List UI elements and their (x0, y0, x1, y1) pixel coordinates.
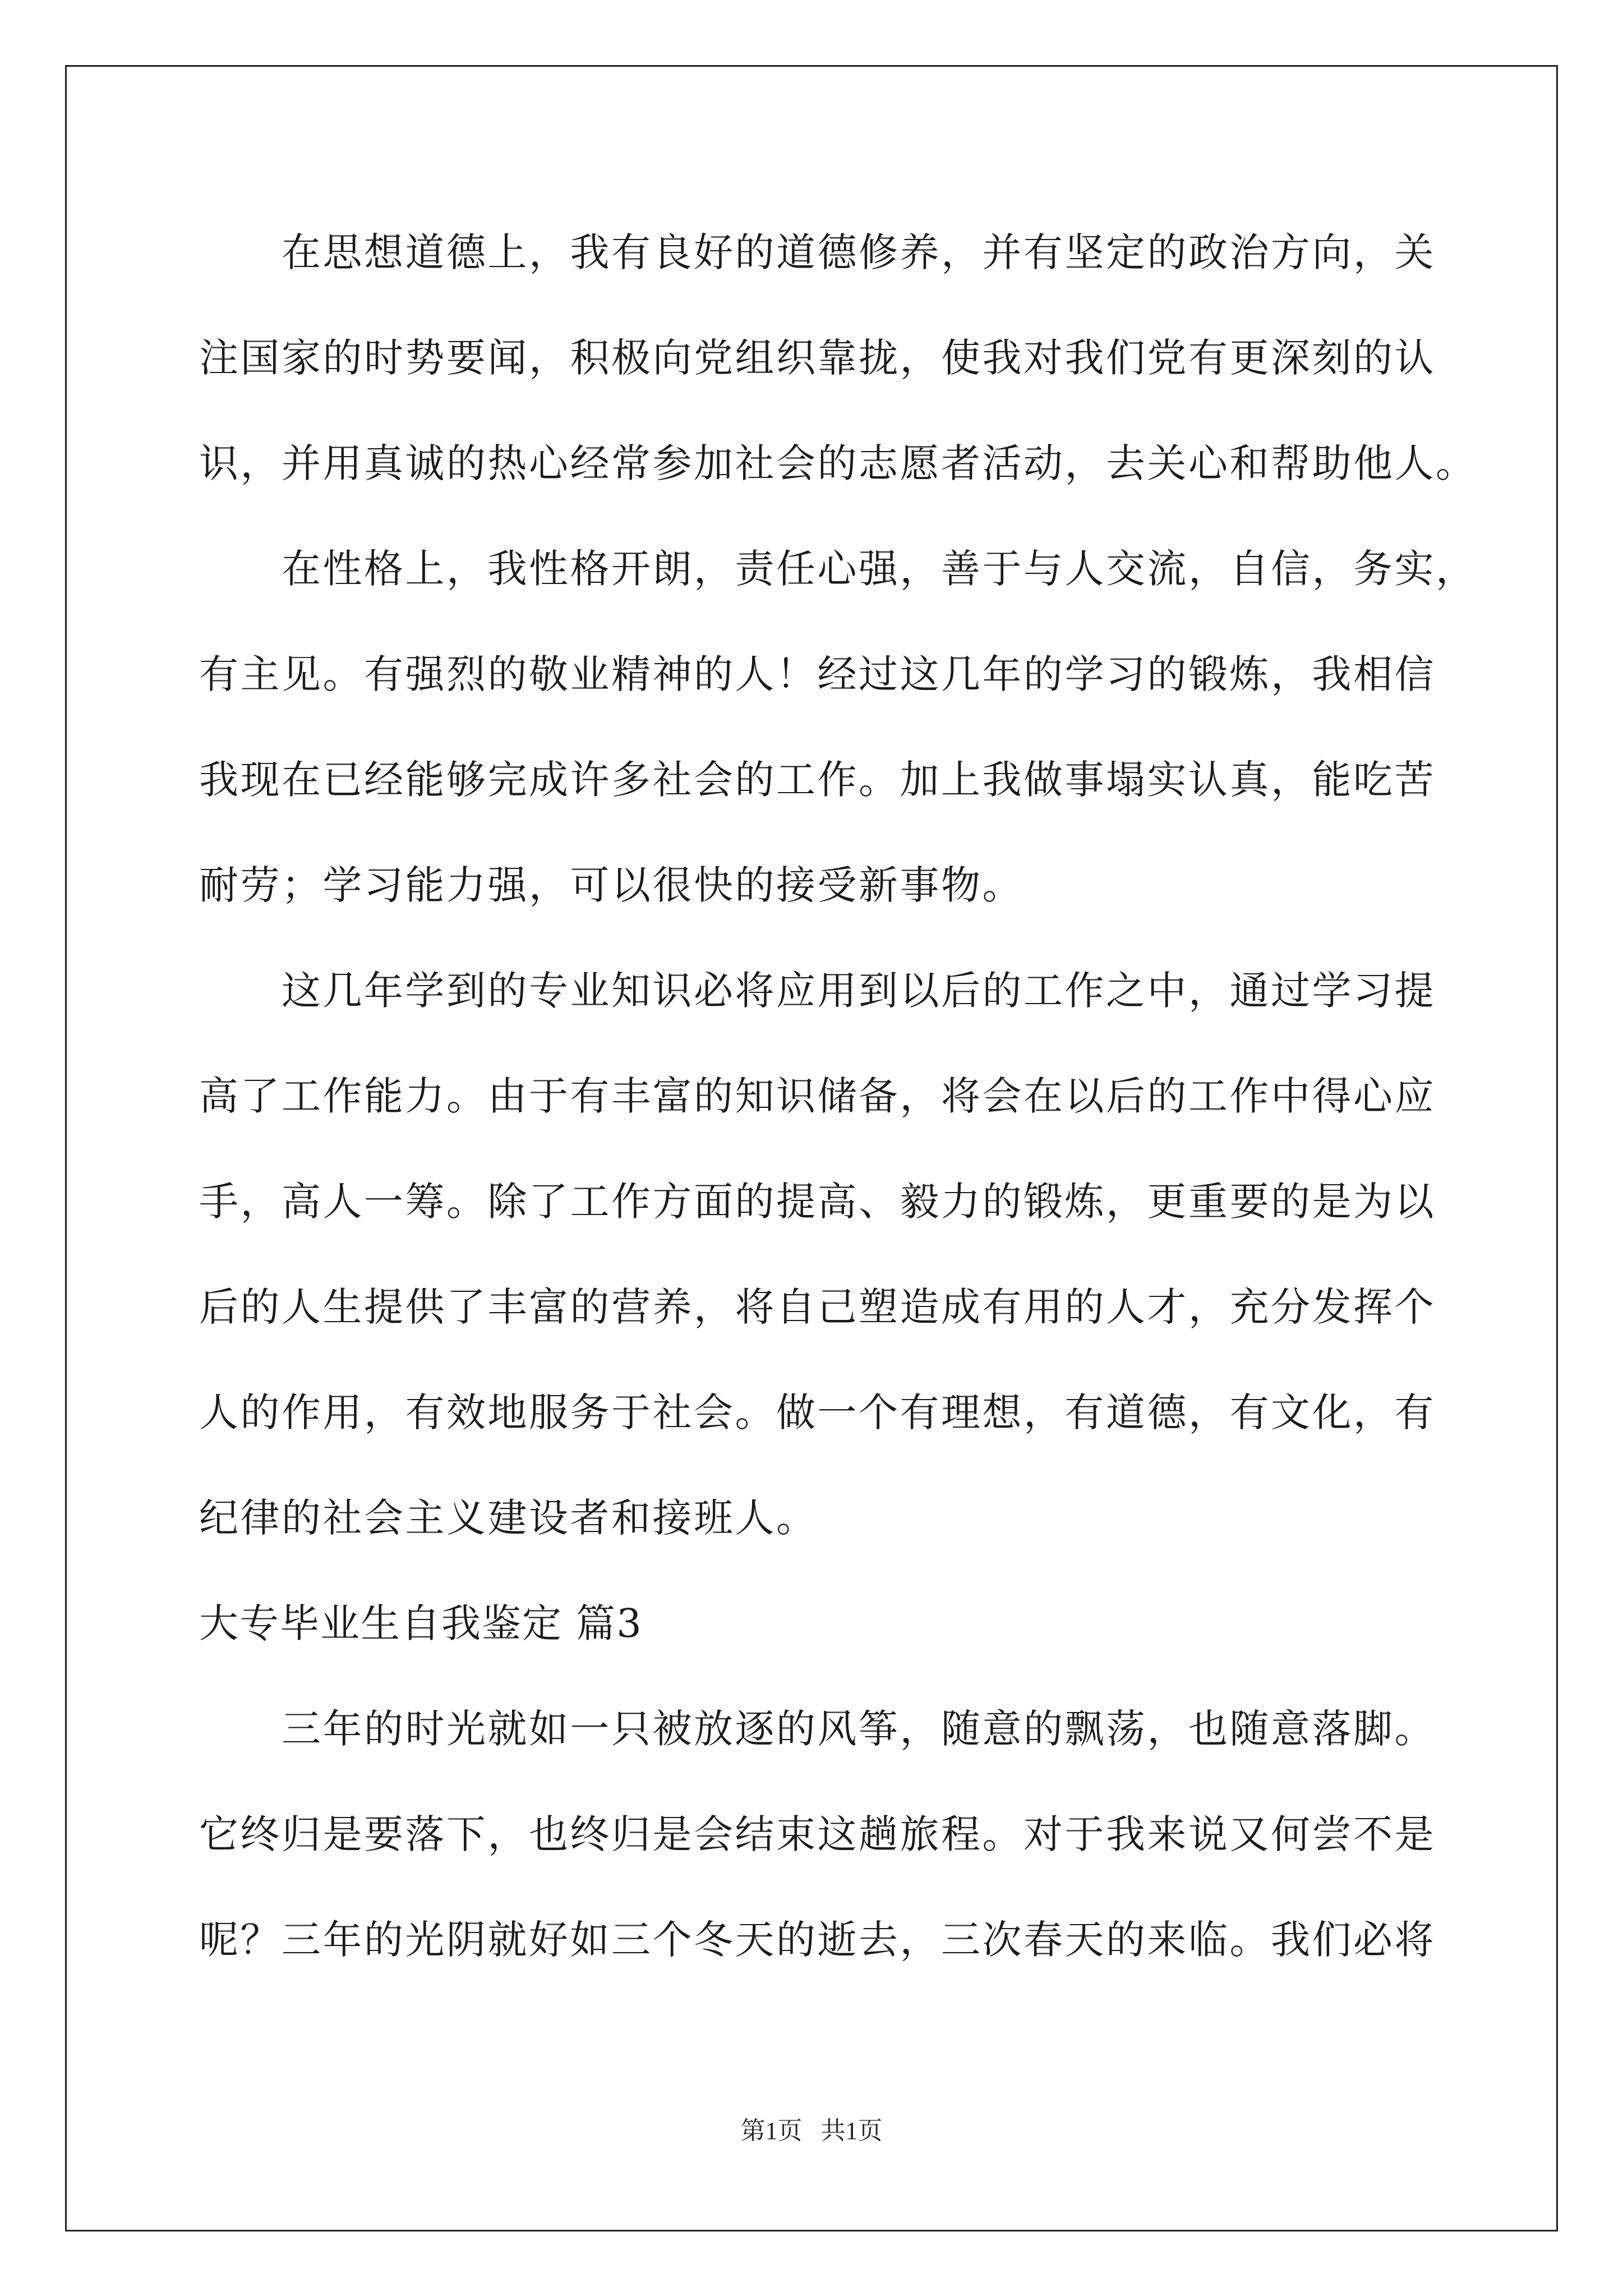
document-body (199, 210, 1477, 2003)
text-line: 手，高人一筹。除了工作方面的提高、毅力的锻炼，更重要的是为以 (199, 1179, 1436, 1225)
text-line: 这几年学到的专业知识必将应用到以后的工作之中，通过学习提 (282, 968, 1436, 1014)
text-line: 纪律的社会主义建设者和接班人。 (199, 1495, 818, 1541)
text-line: 识，并用真诚的热心经常参加社会的志愿者活动，去关心和帮助他人。 (199, 440, 1477, 486)
section-heading: 大专毕业生自我鉴定 篇3 (199, 1600, 643, 1646)
text-line: 耐劳；学习能力强，可以很快的接受新事物。 (199, 862, 1023, 908)
text-line: 在性格上，我性格开朗，责任心强，善于与人交流，自信，务实， (282, 546, 1477, 592)
text-line: 后的人生提供了丰富的营养，将自己塑造成有用的人才，充分发挥个 (199, 1284, 1436, 1330)
text-line: 在思想道德上，我有良好的道德修养，并有坚定的政治方向，关 (282, 229, 1436, 275)
text-line: 注国家的时势要闻，积极向党组织靠拢，使我对我们党有更深刻的认 (199, 335, 1436, 381)
page-number-footer: 第1页 共1页 (740, 2117, 883, 2145)
text-line: 我现在已经能够完成许多社会的工作。加上我做事塌实认真，能吃苦 (199, 757, 1436, 803)
text-line: 高了工作能力。由于有丰富的知识储备，将会在以后的工作中得心应 (199, 1073, 1436, 1119)
text-line: 人的作用，有效地服务于社会。做一个有理想，有道德，有文化，有 (199, 1389, 1436, 1435)
text-line: 三年的时光就如一只被放逐的风筝，随意的飘荡，也随意落脚。 (282, 1706, 1436, 1752)
text-line: 有主见。有强烈的敬业精神的人！经过这几年的学习的锻炼，我相信 (199, 651, 1436, 697)
text-line: 呢？三年的光阴就好如三个冬天的逝去，三次春天的来临。我们必将 (199, 1917, 1436, 1963)
text-line: 它终归是要落下，也终归是会结束这趟旅程。对于我来说又何尝不是 (199, 1811, 1436, 1857)
